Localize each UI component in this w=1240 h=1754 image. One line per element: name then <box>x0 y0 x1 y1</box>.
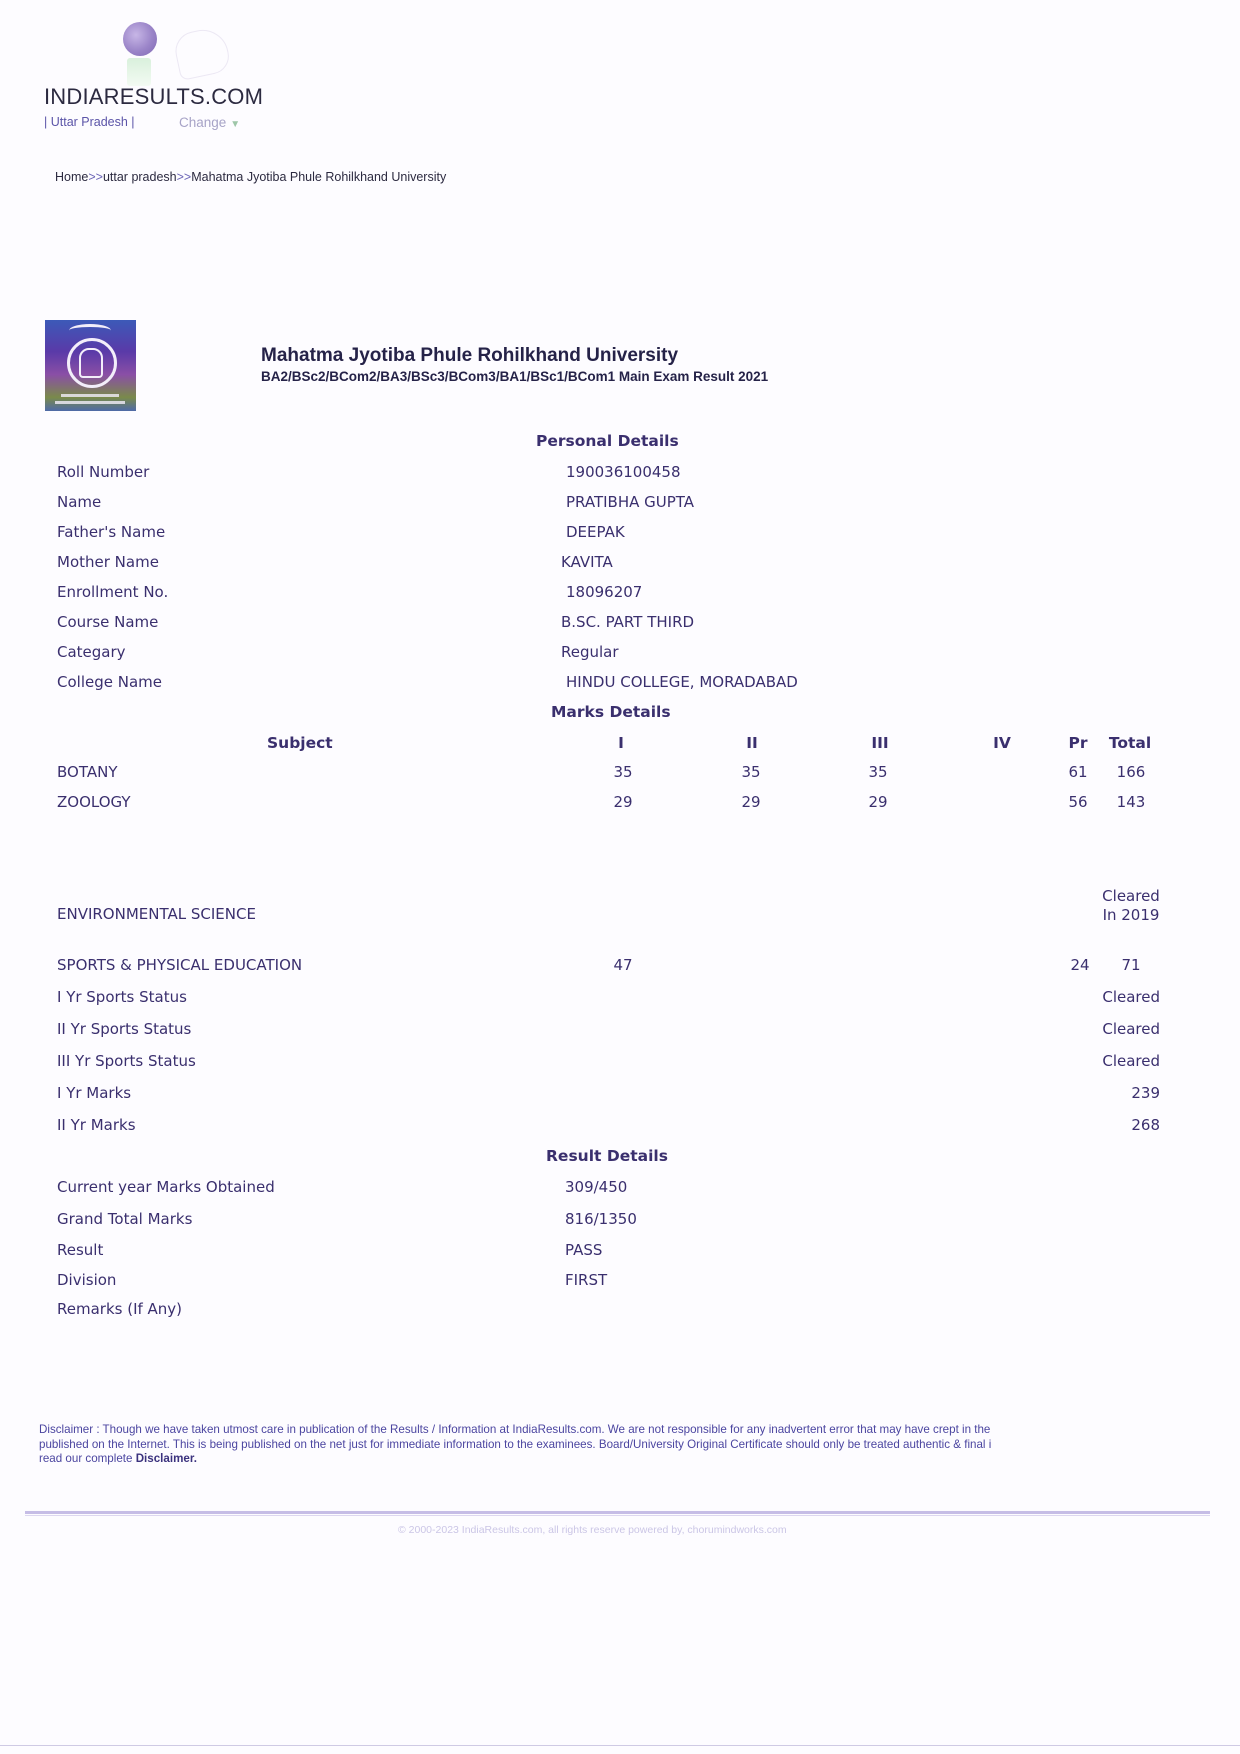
paper-i-header: I <box>618 734 624 752</box>
roll-number-label: Roll Number <box>57 463 150 481</box>
sports-status-value: Cleared <box>1102 1052 1160 1070</box>
sports-status-label: II Yr Sports Status <box>57 1020 192 1038</box>
breadcrumb-separator: >> <box>88 170 103 184</box>
practical-mark: 56 <box>1068 793 1088 811</box>
category-value: Regular <box>561 643 619 661</box>
category-label: Categary <box>57 643 126 661</box>
subject-name: ZOOLOGY <box>57 793 131 811</box>
disclaimer-line: Disclaimer : Though we have taken utmost care in publication of the Results / Information at IndiaResults.com. We are not responsible for any inadvertent error that may have crept in the <box>39 1423 991 1436</box>
site-logo-watermark <box>172 25 232 81</box>
year-marks-label: I Yr Marks <box>57 1084 132 1102</box>
paper-ii-mark: 29 <box>741 793 761 811</box>
college-name-value: HINDU COLLEGE, MORADABAD <box>566 673 798 691</box>
breadcrumb-state[interactable]: uttar pradesh <box>102 170 177 184</box>
copyright-text: © 2000-2023 IndiaResults.com, all rights reserve powered by, chorumindworks.com <box>398 1524 787 1536</box>
result-label: Result <box>57 1241 104 1259</box>
disclaimer-link[interactable]: Disclaimer. <box>135 1452 197 1465</box>
result-details-title: Result Details <box>546 1147 668 1165</box>
marks-details-title: Marks Details <box>551 703 671 721</box>
disclaimer-text <box>39 1423 1209 1467</box>
breadcrumb <box>55 170 446 184</box>
change-label: Change <box>179 115 227 130</box>
paper-iv-header: IV <box>993 734 1011 752</box>
grand-total-value: 816/1350 <box>565 1210 637 1228</box>
division-label: Division <box>57 1271 117 1289</box>
current-marks-value: 309/450 <box>565 1178 628 1196</box>
site-brand[interactable]: INDIARESULTS.COM <box>44 84 264 109</box>
paper-ii-mark: 35 <box>741 763 761 781</box>
remarks-label: Remarks (If Any) <box>57 1300 183 1318</box>
environmental-status: Cleared In 2019 <box>1102 887 1160 924</box>
sports-status-label: III Yr Sports Status <box>57 1052 196 1070</box>
course-name-value: B.SC. PART THIRD <box>561 613 695 631</box>
change-state-button[interactable] <box>179 115 240 130</box>
mother-name-label: Mother Name <box>57 553 159 571</box>
paper-i-mark: 47 <box>613 956 633 974</box>
name-label: Name <box>57 493 102 511</box>
practical-header: Pr <box>1068 734 1088 752</box>
father-name-value: DEEPAK <box>566 523 625 541</box>
course-name-label: Course Name <box>57 613 159 631</box>
site-logo-icon[interactable] <box>123 22 157 56</box>
division-value: FIRST <box>565 1271 608 1289</box>
university-name: Mahatma Jyotiba Phule Rohilkhand University <box>261 345 679 366</box>
subject-name: ENVIRONMENTAL SCIENCE <box>57 905 256 923</box>
breadcrumb-university[interactable]: Mahatma Jyotiba Phule Rohilkhand University <box>191 170 447 184</box>
grand-total-label: Grand Total Marks <box>57 1210 193 1228</box>
footer-divider <box>25 1515 1210 1516</box>
paper-i-mark: 35 <box>613 763 633 781</box>
paper-iii-mark: 35 <box>868 763 888 781</box>
total-mark: 143 <box>1116 793 1146 811</box>
current-marks-label: Current year Marks Obtained <box>57 1178 275 1196</box>
enrollment-label: Enrollment No. <box>57 583 169 601</box>
subject-name: BOTANY <box>57 763 118 781</box>
year-marks-value: 239 <box>1131 1084 1160 1102</box>
university-emblem <box>45 320 136 411</box>
year-marks-value: 268 <box>1131 1116 1160 1134</box>
total-header: Total <box>1108 734 1152 752</box>
breadcrumb-separator: >> <box>176 170 192 184</box>
total-mark: 71 <box>1121 956 1141 974</box>
disclaimer-read-text: read our complete <box>39 1452 133 1465</box>
paper-iii-mark: 29 <box>868 793 888 811</box>
year-marks-label: II Yr Marks <box>57 1116 136 1134</box>
roll-number-value: 190036100458 <box>566 463 681 481</box>
enrollment-value: 18096207 <box>566 583 643 601</box>
breadcrumb-home[interactable]: Home <box>55 170 89 184</box>
disclaimer-line: published on the Internet. This is being published on the net just for immediate information to the examinees. Board/University Original Certificate should only be treated authentic & final i <box>39 1437 992 1451</box>
practical-mark: 61 <box>1068 763 1088 781</box>
total-mark: 166 <box>1116 763 1146 781</box>
disclaimer-line <box>39 1452 1209 1467</box>
result-value: PASS <box>565 1241 603 1259</box>
sports-status-value: Cleared <box>1102 988 1160 1006</box>
exam-title: BA2/BSc2/BCom2/BA3/BSc3/BCom3/BA1/BSc1/BCom1 Main Exam Result 2021 <box>261 369 769 384</box>
name-value: PRATIBHA GUPTA <box>566 493 695 511</box>
college-name-label: College Name <box>57 673 162 691</box>
subject-name: SPORTS & PHYSICAL EDUCATION <box>57 956 303 974</box>
state-label: | Uttar Pradesh | <box>44 115 135 129</box>
sports-status-label: I Yr Sports Status <box>57 988 187 1006</box>
mother-name-value: KAVITA <box>561 553 613 571</box>
sports-status-value: Cleared <box>1102 1020 1160 1038</box>
page-bottom-edge <box>0 1745 1240 1746</box>
paper-ii-header: II <box>746 734 758 752</box>
footer-divider <box>25 1511 1210 1514</box>
personal-details-title: Personal Details <box>536 432 679 450</box>
subject-header: Subject <box>267 734 333 752</box>
practical-mark: 24 <box>1070 956 1090 974</box>
triangle-down-icon: ▼ <box>230 119 241 130</box>
father-name-label: Father's Name <box>57 523 166 541</box>
paper-iii-header: III <box>871 734 889 752</box>
site-logo-stem <box>127 58 151 86</box>
paper-i-mark: 29 <box>613 793 633 811</box>
